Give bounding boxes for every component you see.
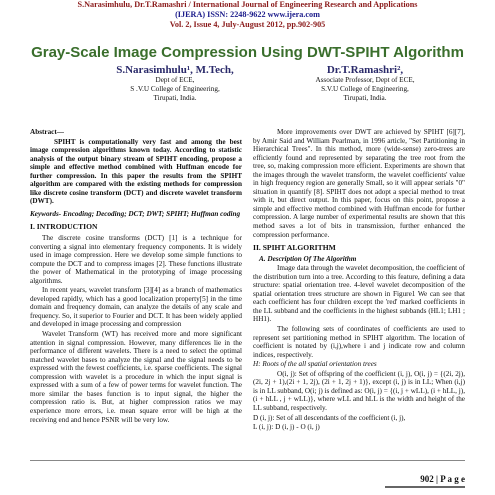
section-heading-introduction: I. INTRODUCTION	[30, 222, 98, 232]
definition-h: H: Roots of the all spatial orientation trees	[253, 360, 377, 369]
author-dept: Dept of ECE,	[155, 76, 195, 84]
abstract-heading: Abstract—	[30, 128, 64, 136]
footer-accent-bar	[385, 486, 465, 488]
author-city: Tirupati, India.	[343, 94, 387, 102]
body-paragraph: Image data through the wavelet decomposition, the coefficient of the distribution turn into a tree. According to this feature, defining a data structure: spatial orientation tree. 4-level wavelet decomposition of the spatial orientation trees structure are shown in Figure1 We can see that each coefficient has four children except the 'red' marked coefficients in the LL subband and the coefficients in the highest subbands (HL1; LH1 ; HH1).	[253, 264, 465, 324]
footer-divider	[30, 460, 465, 461]
abstract-text: SPIHT is computationally very fast and among the best image compression algorithms known today. According to statistic analysis of the output binary stream of SPIHT encoding, propose a simple and effective method combined with Huffman encode for further compression. In this paper the results from the SPIHT algorithm are compared with the existing methods for compression like discrete cosine transform (DCT) and discrete wavelet transform (DWT).	[30, 137, 242, 206]
definition-descendants: D (i, j): Set of all descendants of the coefficient (i, j),	[253, 413, 406, 422]
author-block-2	[285, 64, 445, 103]
subsection-heading-description: A. Description Of The Algorithm	[259, 254, 357, 263]
right-column	[253, 128, 465, 433]
journal-issn-line: (IJERA) ISSN: 2248-9622 www.ijera.com	[175, 10, 320, 19]
journal-volume-line: Vol. 2, Issue 4, July-August 2012, pp.902-905	[169, 20, 326, 29]
author-name: S.Narasimhulu¹, M.Tech,	[116, 64, 234, 76]
author-college: S.V.U College of Engineering,	[321, 85, 409, 93]
body-paragraph: The following sets of coordinates of coefficients are used to represent set partitioning method in SPIHT algorithm. The location of coefficient is notated by (i,j),where i and j indicate row and column indices, respectively.	[253, 325, 465, 359]
keywords: Keywords- Encoding; Decoding; DCT; DWT; SPIHT; Huffman coding	[30, 209, 241, 218]
journal-citation-line: S.Narasimhulu, Dr.T.Ramashri / International Journal of Engineering Research and Applications	[77, 0, 418, 9]
author-name: Dr.T.Ramashri²,	[326, 64, 404, 76]
intro-paragraph: In recent years, wavelet transform [3][4] as a branch of mathematics developed rapidly, which has a good localization property[5] in the time domain and frequency domain, can analyze the details of any scale and frequency. So, it superior to Fourier and DCT. It has been widely applied and developed in image processing and compression	[30, 286, 242, 329]
page-number: 902 | P a g e	[420, 474, 465, 484]
body-paragraph: More improvements over DWT are achieved by SPIHT [6][7], by Amir Said and William Pearlman, in 1996 article, "Set Partitioning in Hierarchical Trees". In this method, more (wide-sense) zero-trees are efficiently found and represented by separating the tree root from the tree, so, making compression more efficient. Experiments are shown that the images through the wavelet transform, the wavelet coefficients' value in high frequency region are generally Small, so it will appear serials "0" situation in quantify [8]. SPIHT does not adopt a special method to treat with it, but direct output. In this paper, focus on this point, propose a simple and effective method combined with Huffman encode for further compression. A large number of experimental results are shown that this method saves a lot of bits in transmission, further enhanced the compression performance.	[253, 128, 465, 239]
section-heading-spiht: II. SPIHT ALGORITHM	[253, 243, 336, 253]
author-block-1	[95, 64, 255, 103]
author-dept: Associate Professor, Dept of ECE,	[315, 76, 415, 84]
paper-title: Gray-Scale Image Compression Using DWT-SPIHT Algorithm	[31, 44, 464, 61]
left-column	[30, 128, 242, 425]
intro-paragraph: The discrete cosine transforms (DCT) [1] is a technique for converting a signal into elementary frequency components. It is widely used in image compression. Here we develop some simple functions to compute the DCT and to compress images [2]. These functions illustrate the power of Mathematical in the prototyping of image processing algorithms.	[30, 234, 242, 285]
author-college: S .V.U College of Engineering,	[130, 85, 220, 93]
journal-header	[0, 0, 495, 30]
author-city: Tirupati, India.	[153, 94, 197, 102]
definition-l-set: L (i, j): D (i, j) - O (i, j)	[253, 423, 320, 432]
definition-offspring: O(i, j): Set of offspring of the coefficient (i, j), O(i, j) = {(2i, 2j), (2i, 2j + 1),(2i + 1, 2j), (2i + 1, 2j + 1)}, except (i, j) is in LL; When (i,j) is in LL subband, O(i; j) is defined as: O(i, j) = {(i, j + wLL), (i + hLL, j), (i + hLL , j + wLL)}, where wLL and hLL is the width and height of the LL subband, respectively.	[253, 369, 465, 412]
intro-paragraph: Wavelet Transform (WT) has received more and more significant attention in signal compression. However, many differences lie in the performance of different wavelets. There is a need to select the optimal matched wavelet bases to analyze the signal and the signal needs to be expressed with the fewest coefficients, i.e. sparse coefficients. The signal compression with wavelet is a procedure in which the input signal is expressed with a sum of a few of power terms for wavelet function. The more similar the bases function is to input signal, the higher the compression ratio is. But, at higher compression ratios we may experience more errors, i.e. mean square error will be high at the receiving end and hence PSNR will be very low.	[30, 330, 242, 424]
